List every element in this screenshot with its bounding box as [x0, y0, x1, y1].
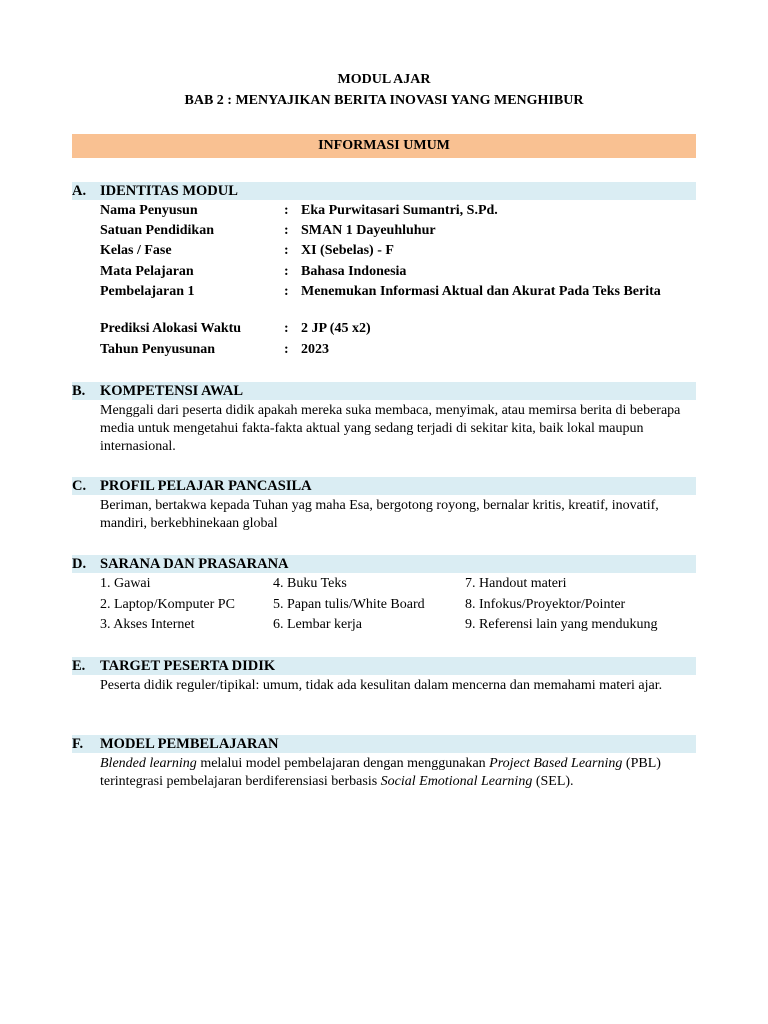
identity-colon: :: [284, 243, 289, 258]
sarana-item: 7. Handout materi: [465, 576, 567, 591]
section-letter: C.: [72, 478, 87, 494]
section-title: KOMPETENSI AWAL: [100, 383, 244, 399]
identity-value: Eka Purwitasari Sumantri, S.Pd.: [301, 203, 498, 218]
model-text-part: (SEL).: [532, 774, 574, 789]
identity-label: Prediksi Alokasi Waktu: [100, 321, 242, 336]
identity-colon: :: [284, 342, 289, 357]
identity-colon: :: [284, 321, 289, 336]
identity-label: Pembelajaran 1: [100, 284, 195, 299]
identity-label: Nama Penyusun: [100, 203, 198, 218]
identity-colon: :: [284, 203, 289, 218]
term-sel: Social Emotional Learning: [380, 774, 533, 789]
identity-label: Tahun Penyusunan: [100, 342, 216, 357]
sarana-item: 2. Laptop/Komputer PC: [100, 597, 235, 612]
identity-value: Bahasa Indonesia: [301, 264, 407, 279]
section-e-header: [72, 657, 696, 675]
sarana-item: 4. Buku Teks: [273, 576, 347, 591]
section-title: PROFIL PELAJAR PANCASILA: [100, 478, 312, 494]
section-letter: B.: [72, 383, 86, 399]
profil-pelajar-text: Beriman, bertakwa kepada Tuhan yag maha Esa, bergotong royong, bernalar kritis, kreatif, inovatif, mandiri, berkebhinekaan global: [100, 498, 659, 531]
section-a-header: [72, 182, 696, 200]
sarana-item: 1. Gawai: [100, 576, 151, 591]
sarana-item: 6. Lembar kerja: [273, 617, 363, 632]
document-subtitle: BAB 2 : MENYAJIKAN BERITA INOVASI YANG MENGHIBUR: [184, 93, 584, 108]
section-d-header: [72, 555, 696, 573]
sarana-item: 8. Infokus/Proyektor/Pointer: [465, 597, 626, 612]
section-letter: F.: [72, 736, 84, 752]
identity-label: Satuan Pendidikan: [100, 223, 214, 238]
identity-colon: :: [284, 284, 289, 299]
section-title: SARANA DAN PRASARANA: [100, 556, 289, 572]
model-text-part: melalui model pembelajaran dengan menggunakan: [196, 756, 490, 771]
section-title: MODEL PEMBELAJARAN: [100, 736, 279, 752]
identity-value: Menemukan Informasi Aktual dan Akurat Pada Teks Berita: [301, 284, 661, 299]
identity-value: 2 JP (45 x2): [301, 321, 371, 336]
term-pbl: Project Based Learning: [489, 756, 623, 771]
section-c-header: [72, 477, 696, 495]
document-title: MODUL AJAR: [337, 72, 431, 87]
identity-colon: :: [284, 264, 289, 279]
kompetensi-awal-text: Menggali dari peserta didik apakah mereka suka membaca, menyimak, atau memirsa berita di beberapa media untuk mengetahui fakta-fakta aktual yang sedang terjadi di sekitar kita, baik lokal maupun internasional.: [100, 403, 681, 454]
identity-value: 2023: [301, 342, 329, 357]
model-pembelajaran-text: [100, 755, 696, 791]
section-title: TARGET PESERTA DIDIK: [100, 658, 276, 674]
sarana-item: 5. Papan tulis/White Board: [273, 597, 425, 612]
term-blended-learning: Blended learning: [100, 756, 197, 771]
identity-colon: :: [284, 223, 289, 238]
sarana-item: 9. Referensi lain yang mendukung: [465, 617, 658, 632]
identity-value: SMAN 1 Dayeuhluhur: [301, 223, 436, 238]
identity-label: Kelas / Fase: [100, 243, 172, 258]
model-text-part: (PBL) terintegrasi pembelajaran berdiferensiasi berbasis: [100, 756, 661, 789]
sarana-item: 3. Akses Internet: [100, 617, 195, 632]
target-peserta-text: Peserta didik reguler/tipikal: umum, tidak ada kesulitan dalam mencerna dan memahami materi ajar.: [100, 678, 663, 693]
section-title: IDENTITAS MODUL: [100, 183, 238, 199]
identity-label: Mata Pelajaran: [100, 264, 194, 279]
section-letter: A.: [72, 183, 87, 199]
info-banner: INFORMASI UMUM: [72, 134, 696, 158]
section-b-header: [72, 382, 696, 400]
section-letter: E.: [72, 658, 86, 674]
section-letter: D.: [72, 556, 87, 572]
identity-value: XI (Sebelas) - F: [301, 243, 394, 258]
section-f-header: [72, 735, 696, 753]
